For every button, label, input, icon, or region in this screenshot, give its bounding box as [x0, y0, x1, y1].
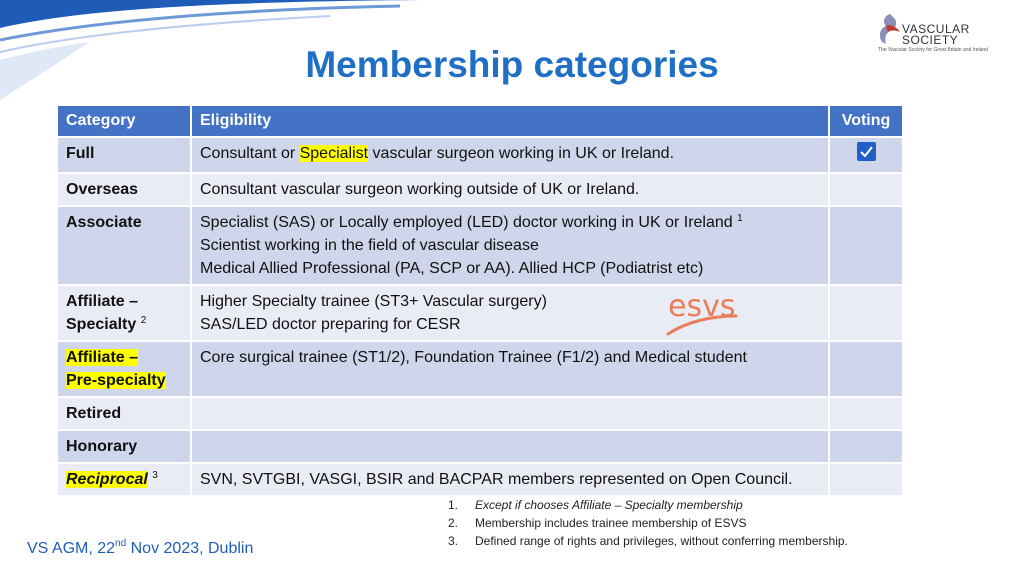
eligibility-cell: SVN, SVTGBI, VASGI, BSIR and BACPAR members represented on Open Council. — [191, 463, 829, 495]
eligibility-cell — [191, 397, 829, 430]
voting-cell — [829, 137, 903, 173]
category-line — [66, 346, 182, 369]
category-cell: Retired — [58, 397, 191, 430]
footer-text: VS AGM, 22 — [27, 540, 116, 557]
eligibility-text: vascular surgeon working in UK or Ireland. — [368, 145, 675, 162]
checkmark-icon — [859, 144, 874, 159]
eligibility-cell: Core surgical trainee (ST1/2), Foundation Trainee (F1/2) and Medical student — [191, 341, 829, 397]
footer-sup: nd — [115, 538, 127, 549]
heron-emblem-icon — [876, 12, 904, 46]
table-row — [58, 430, 903, 463]
footnote-item — [448, 532, 848, 550]
eligibility-cell — [191, 430, 829, 463]
footer-text: Nov 2023, Dublin — [126, 540, 254, 557]
category-line: Affiliate – — [66, 293, 139, 310]
footnote-number: 3. — [448, 534, 459, 548]
eligibility-line: SAS/LED doctor preparing for CESR — [200, 316, 461, 333]
header-voting: Voting — [829, 106, 903, 137]
table-header-row — [58, 106, 903, 137]
footnote-item — [448, 514, 848, 532]
highlighted-text: Reciprocal — [66, 471, 148, 488]
table-row — [58, 397, 903, 430]
footnote-text: Membership includes trainee membership of ESVS — [475, 516, 747, 530]
esvs-logo-text: esvs — [668, 289, 736, 324]
table-row — [58, 173, 903, 206]
slide-title: Membership categories — [305, 44, 719, 85]
voting-cell — [829, 206, 903, 285]
footnote-ref: 2 — [140, 315, 147, 326]
eligibility-text: Specialist (SAS) or Locally employed (LED) doctor working in UK or Ireland — [200, 214, 733, 231]
footnote-text: Except if chooses Affiliate – Specialty membership — [475, 498, 743, 512]
table-row — [58, 341, 903, 397]
eligibility-cell — [191, 206, 829, 285]
eligibility-cell — [191, 285, 829, 341]
logo-tagline: The Vascular Society for Great Britain and Ireland — [878, 47, 988, 53]
voting-cell — [829, 173, 903, 206]
logo-line-1: VASCULAR — [902, 22, 970, 36]
category-line — [66, 313, 182, 336]
header-category: Category — [58, 106, 191, 137]
eligibility-line: Scientist working in the field of vascular disease — [200, 237, 539, 254]
footnote-number: 2. — [448, 516, 459, 530]
footnote-item — [448, 496, 848, 514]
voting-cell — [829, 397, 903, 430]
category-line — [66, 369, 182, 392]
category-cell: Full — [58, 137, 191, 173]
category-cell — [58, 463, 191, 495]
footnote-ref: 3 — [152, 470, 158, 481]
category-cell: Honorary — [58, 430, 191, 463]
footnote-number: 1. — [448, 498, 459, 512]
logo-line-2: SOCIETY — [902, 33, 959, 47]
voting-checkbox[interactable] — [857, 142, 876, 161]
voting-cell — [829, 341, 903, 397]
footnote-ref: 1 — [737, 213, 743, 224]
voting-cell — [829, 430, 903, 463]
slide-footer — [27, 540, 253, 558]
eligibility-cell — [191, 137, 829, 173]
eligibility-cell: Consultant vascular surgeon working outside of UK or Ireland. — [191, 173, 829, 206]
category-cell — [58, 285, 191, 341]
category-text: Specialty — [66, 316, 137, 333]
eligibility-line: Higher Specialty trainee (ST3+ Vascular surgery) — [200, 293, 547, 310]
eligibility-line: Medical Allied Professional (PA, SCP or AA). Allied HCP (Podiatrist etc) — [200, 260, 704, 277]
footnotes — [448, 496, 848, 550]
footnote-text: Defined range of rights and privileges, without conferring membership. — [475, 534, 848, 548]
highlighted-text: Specialist — [299, 145, 369, 162]
voting-cell — [829, 463, 903, 495]
category-cell — [58, 341, 191, 397]
esvs-logo — [666, 288, 738, 338]
table-row — [58, 137, 903, 173]
table-row — [58, 206, 903, 285]
table-row — [58, 285, 903, 341]
category-cell: Associate — [58, 206, 191, 285]
membership-table — [58, 106, 904, 495]
voting-cell — [829, 285, 903, 341]
header-eligibility: Eligibility — [191, 106, 829, 137]
highlighted-text: Affiliate – — [66, 349, 139, 366]
eligibility-text: Consultant or — [200, 145, 300, 162]
highlighted-text: Pre-specialty — [66, 372, 166, 389]
category-cell: Overseas — [58, 173, 191, 206]
eligibility-line — [200, 211, 820, 234]
table-row — [58, 463, 903, 495]
